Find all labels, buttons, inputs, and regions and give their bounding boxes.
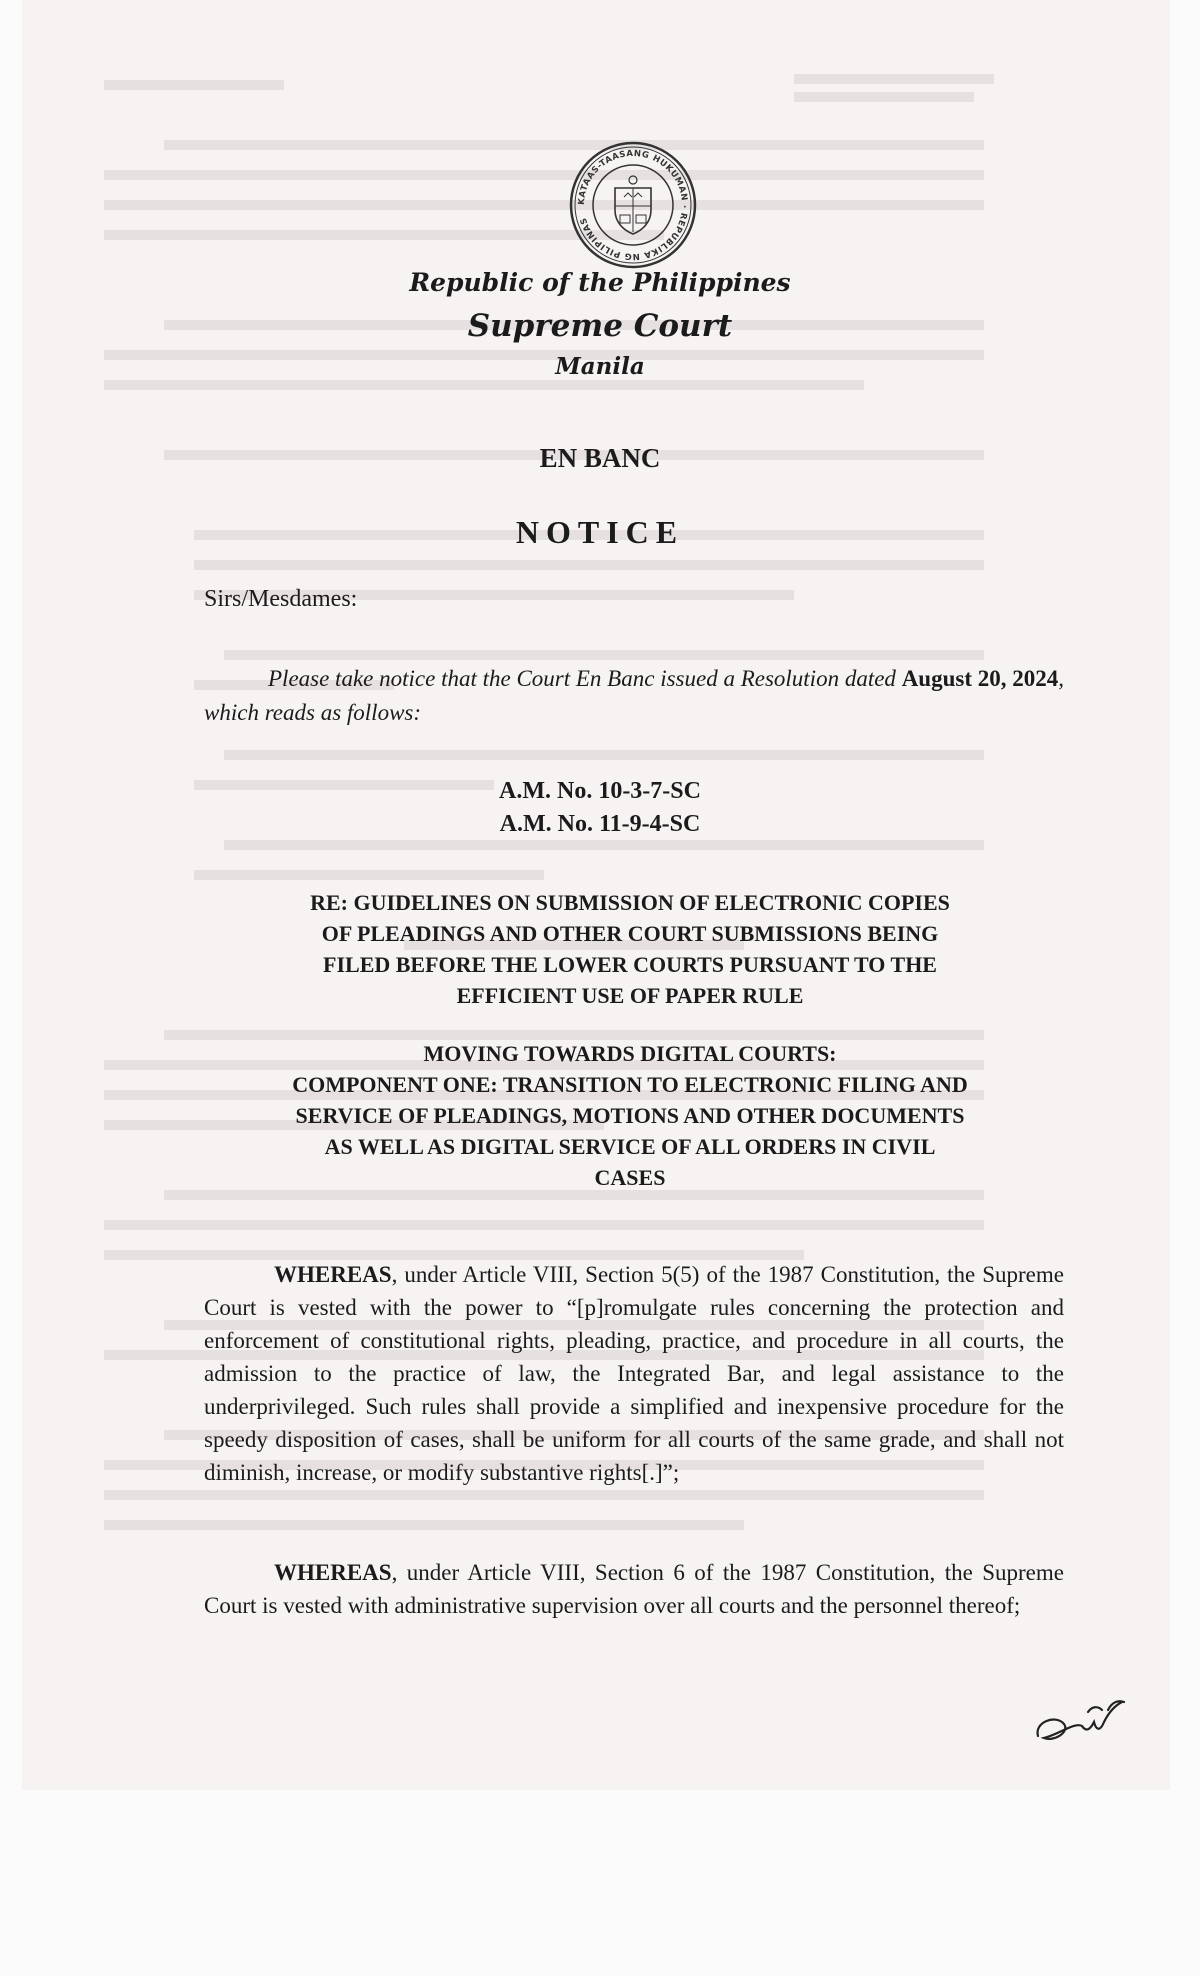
- resolution-date: August 20, 2024: [901, 666, 1059, 691]
- header-city: Manila: [555, 353, 645, 380]
- header-court-name: Supreme Court: [467, 308, 733, 344]
- re-subject-block: [200, 887, 1060, 1193]
- en-banc-heading: EN BANC: [539, 443, 661, 473]
- re-line: OF PLEADINGS AND OTHER COURT SUBMISSIONS BEING: [321, 921, 939, 946]
- whereas-paragraph: [204, 1258, 1064, 1489]
- moving-line: CASES: [594, 1165, 666, 1190]
- case-number: A.M. No. 10-3-7-SC: [499, 778, 701, 804]
- re-line: RE: GUIDELINES ON SUBMISSION OF ELECTRONIC COPIES: [310, 890, 950, 915]
- whereas-text: , under Article VIII, Section 6 of the 1987 Constitution, the Supreme Court is vested with administrative supervision over all courts and the personnel thereof;: [204, 1560, 1064, 1618]
- handwritten-initials: [1030, 1692, 1140, 1748]
- moving-line: COMPONENT ONE: TRANSITION TO ELECTRONIC FILING AND: [292, 1072, 968, 1097]
- moving-line: MOVING TOWARDS DIGITAL COURTS:: [423, 1041, 837, 1066]
- whereas-lead: WHEREAS: [274, 1560, 392, 1585]
- intro-text: Please take notice that the Court En Banc issued a Resolution dated: [268, 666, 896, 691]
- whereas-lead: WHEREAS: [274, 1262, 392, 1287]
- supreme-court-seal-icon: [568, 140, 698, 270]
- notice-title: NOTICE: [515, 514, 685, 550]
- header-republic: Republic of the Philippines: [409, 268, 791, 297]
- moving-line: AS WELL AS DIGITAL SERVICE OF ALL ORDERS IN CIVIL: [324, 1134, 936, 1159]
- intro-text-end: , which reads as follows:: [204, 666, 1064, 725]
- salutation: Sirs/Mesdames:: [204, 586, 358, 612]
- seal-inner-text: KATAAS-TAASANG HUKUMAN · REPUBLIKA NG PILIPINAS: [576, 148, 690, 262]
- moving-line: SERVICE OF PLEADINGS, MOTIONS AND OTHER DOCUMENTS: [295, 1103, 965, 1128]
- whereas-text: , under Article VIII, Section 5(5) of the 1987 Constitution, the Supreme Court is vested with the power to “[p]romulgate rules concerning the protection and enforcement of constitutional rights, pleading, practice, and procedure in all courts, the admission to the practice of law, the Integrated Bar, and legal assistance to the underprivileged. Such rules shall provide a simplified and inexpensive procedure for the speedy disposition of cases, shall be uniform for all courts of the same grade, and shall not diminish, increase, or modify substantive rights[.]”;: [204, 1262, 1064, 1485]
- whereas-paragraph: [204, 1556, 1064, 1622]
- re-line: EFFICIENT USE OF PAPER RULE: [456, 983, 804, 1008]
- case-number: A.M. No. 11-9-4-SC: [499, 811, 701, 837]
- re-line: FILED BEFORE THE LOWER COURTS PURSUANT TO THE: [323, 952, 937, 977]
- intro-paragraph: [204, 662, 1064, 730]
